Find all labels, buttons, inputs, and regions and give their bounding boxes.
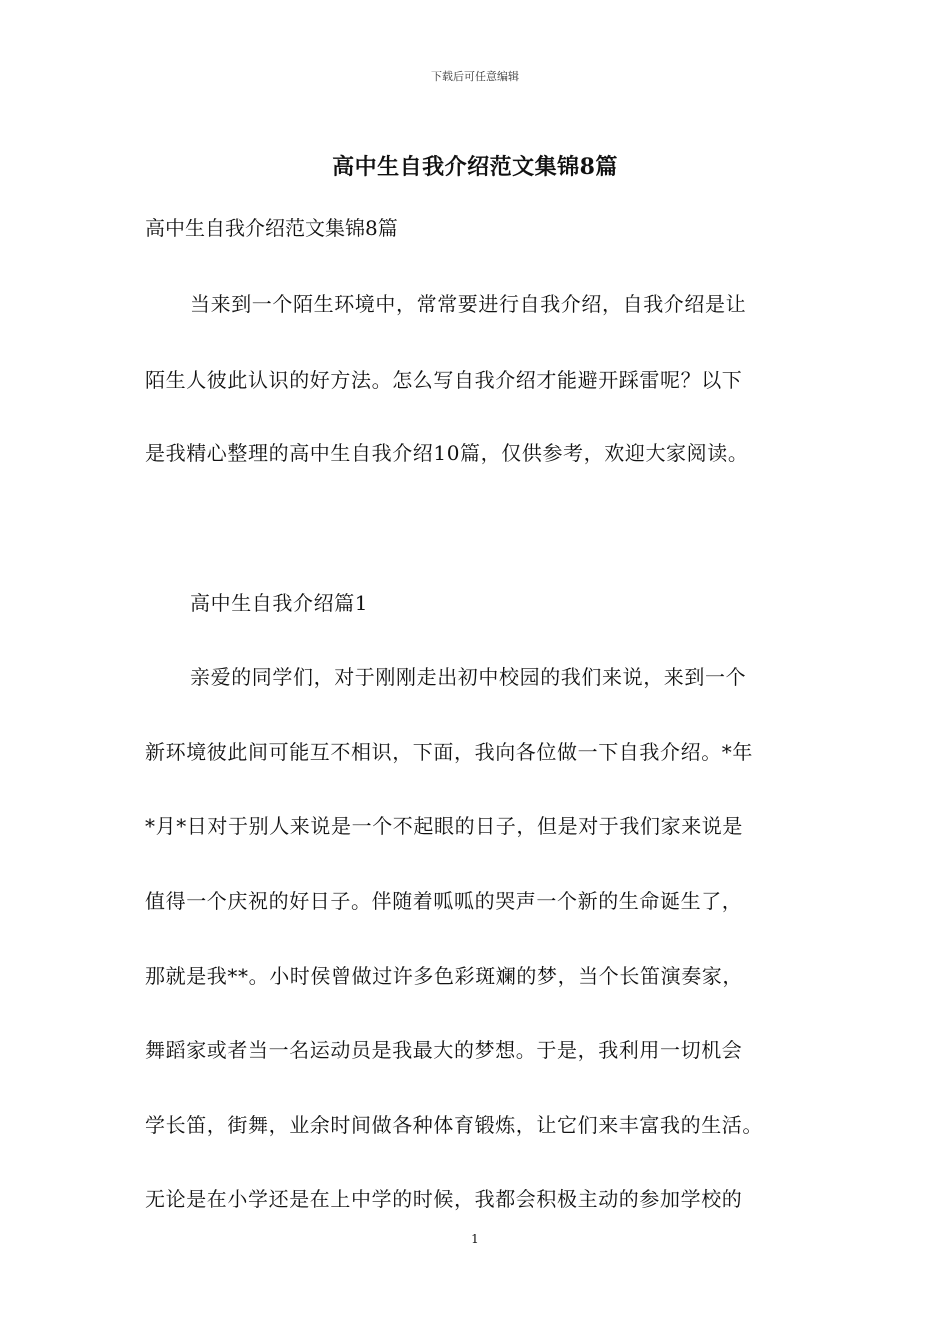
body-line: 舞蹈家或者当一名运动员是我最大的梦想。于是，我利用一切机会 (145, 1038, 743, 1062)
document-title: 高中生自我介绍范文集锦8篇 (332, 154, 618, 180)
intro-line: 是我精心整理的高中生自我介绍10篇，仅供参考，欢迎大家阅读。 (145, 441, 749, 465)
body-line: 新环境彼此间可能互不相识，下面，我向各位做一下自我介绍。*年 (145, 740, 753, 764)
body-line: 学长笛，街舞，业余时间做各种体育锻炼，让它们来丰富我的生活。 (145, 1113, 763, 1137)
body-line: 无论是在小学还是在上中学的时候，我都会积极主动的参加学校的 (145, 1187, 743, 1211)
body-line: 亲爱的同学们，对于刚刚走出初中校园的我们来说，来到一个 (190, 665, 747, 689)
page-number: 1 (471, 1232, 479, 1246)
body-line: *月*日对于别人来说是一个不起眼的日子，但是对于我们家来说是 (145, 814, 743, 838)
intro-line: 陌生人彼此认识的好方法。怎么写自我介绍才能避开踩雷呢？以下 (145, 368, 743, 392)
body-line: 值得一个庆祝的好日子。伴随着呱呱的哭声一个新的生命诞生了， (145, 889, 743, 913)
document-subtitle: 高中生自我介绍范文集锦8篇 (145, 216, 398, 240)
body-line: 那就是我**。小时侯曾做过许多色彩斑斓的梦，当个长笛演奏家， (145, 964, 743, 988)
header-note: 下载后可任意编辑 (431, 70, 519, 83)
intro-line: 当来到一个陌生环境中，常常要进行自我介绍，自我介绍是让 (190, 292, 747, 316)
section-heading: 高中生自我介绍篇1 (190, 591, 369, 615)
